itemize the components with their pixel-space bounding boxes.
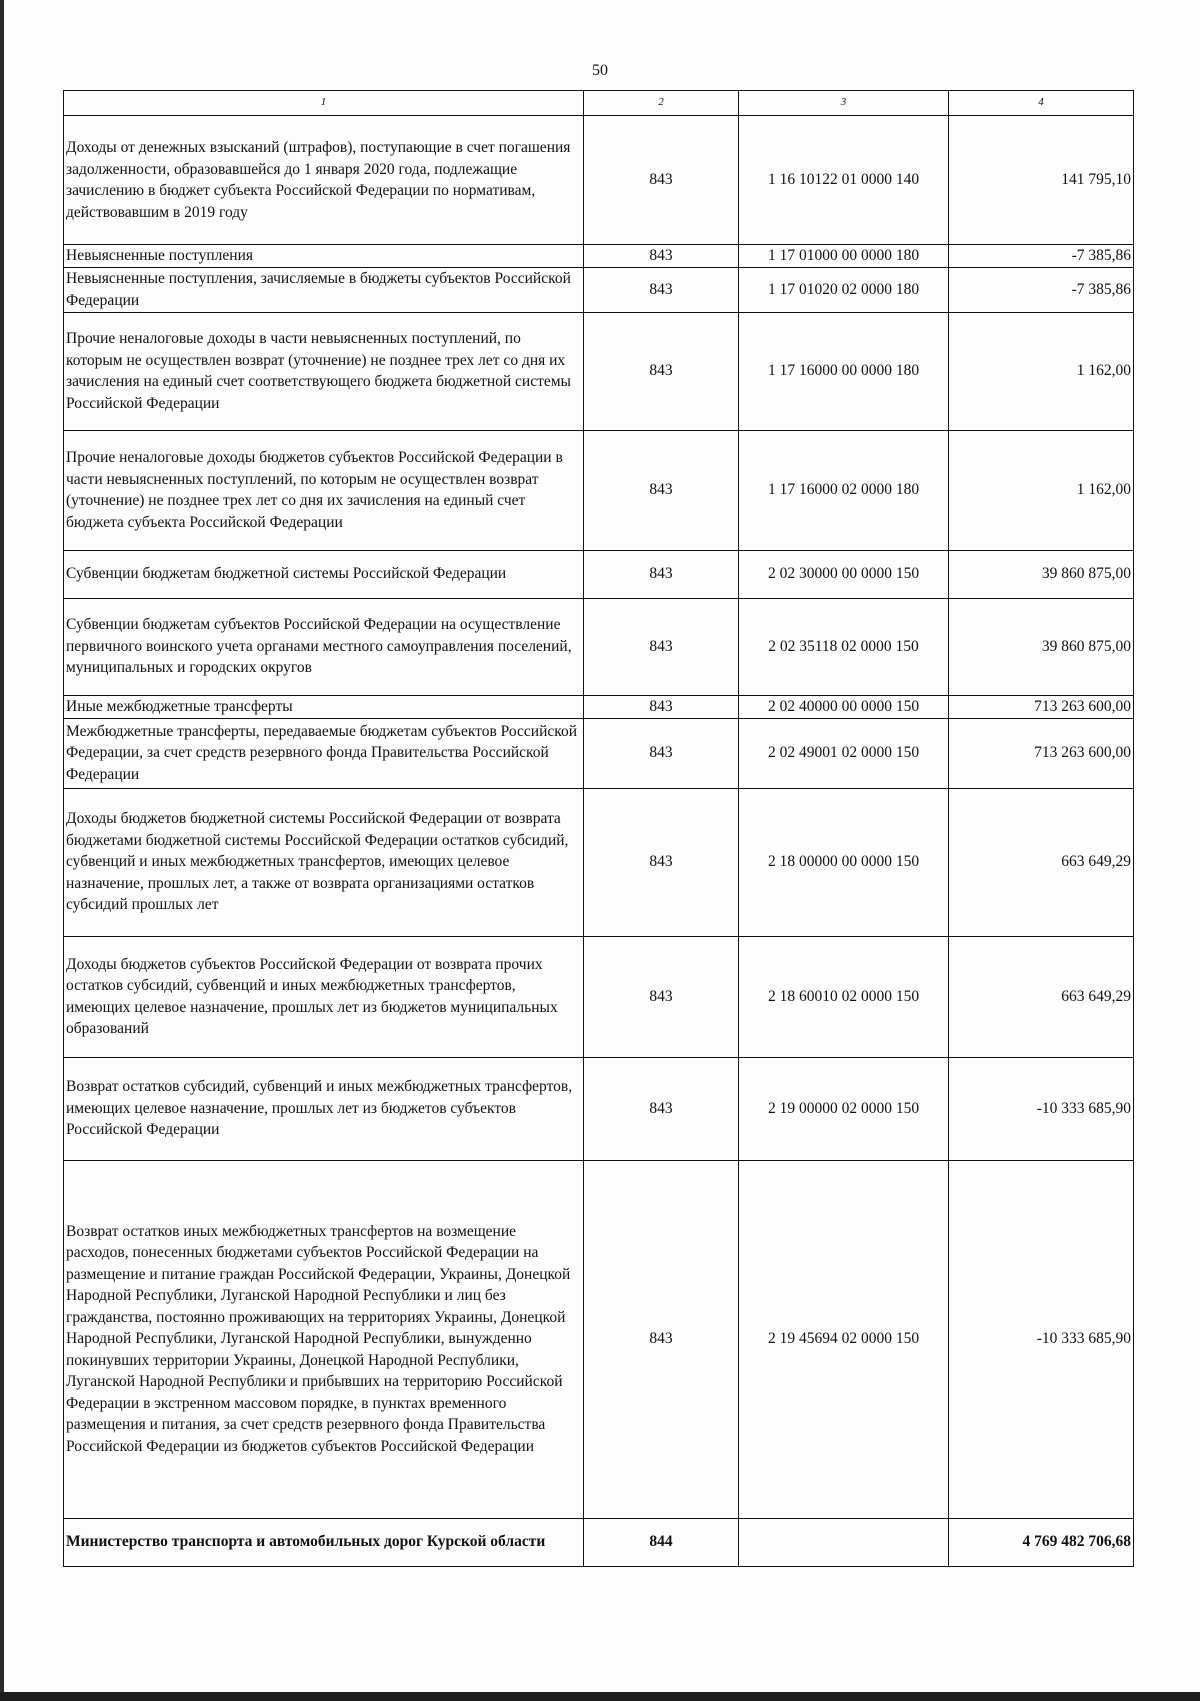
budget-table — [63, 90, 1134, 1567]
row-admin-code: 843 — [584, 936, 739, 1057]
table-row — [64, 245, 1134, 268]
row-budget-code: 2 02 30000 00 0000 150 — [739, 550, 949, 598]
column-number: 1 — [64, 91, 584, 116]
row-amount: -10 333 685,90 — [949, 1057, 1134, 1160]
row-amount: 1 162,00 — [949, 312, 1134, 430]
table-row — [64, 695, 1134, 718]
table-row — [64, 788, 1134, 936]
column-number: 3 — [739, 91, 949, 116]
scan-edge-left — [0, 0, 4, 1701]
scan-edge-bottom — [0, 1692, 1200, 1701]
row-amount: 4 769 482 706,68 — [949, 1518, 1134, 1566]
row-name: Невыясненные поступления, зачисляемые в бюджеты субъектов Российской Федерации — [64, 267, 584, 312]
row-admin-code: 843 — [584, 788, 739, 936]
row-name: Министерство транспорта и автомобильных дорог Курской области — [64, 1518, 584, 1566]
row-amount: -7 385,86 — [949, 245, 1134, 268]
row-amount: 663 649,29 — [949, 936, 1134, 1057]
row-admin-code: 843 — [584, 267, 739, 312]
row-admin-code: 843 — [584, 598, 739, 695]
table-row — [64, 1160, 1134, 1518]
row-admin-code: 843 — [584, 430, 739, 550]
row-name: Субвенции бюджетам субъектов Российской Федерации на осуществление первичного воинского учета органами местного самоуправления поселений, муниципальных и городских округов — [64, 598, 584, 695]
row-admin-code: 844 — [584, 1518, 739, 1566]
row-amount: 39 860 875,00 — [949, 598, 1134, 695]
table-row — [64, 598, 1134, 695]
column-number: 4 — [949, 91, 1134, 116]
row-amount: 663 649,29 — [949, 788, 1134, 936]
row-amount: -10 333 685,90 — [949, 1160, 1134, 1518]
row-budget-code: 2 02 35118 02 0000 150 — [739, 598, 949, 695]
row-name: Возврат остатков субсидий, субвенций и иных межбюджетных трансфертов, имеющих целевое назначение, прошлых лет из бюджетов субъектов Российской Федерации — [64, 1057, 584, 1160]
row-name: Возврат остатков иных межбюджетных трансфертов на возмещение расходов, понесенных бюджетами субъектов Российской Федерации на размещение и питание граждан Российской Федерации, Украины, Донецкой Народной Республики, Луганской Народной Республики и лиц без гражданства, постоянно проживающих на территориях Украины, Донецкой Народной Республики, Луганской Народной Республики, вынужденно покинувших территории Украины, Донецкой Народной Республики, Луганской Народной Республики и прибывших на территорию Российской Федерации в экстренном массовом порядке, в пунктах временного размещения и питания, за счет средств резервного фонда Правительства Российской Федерации из бюджетов субъектов Российской Федерации — [64, 1160, 584, 1518]
row-amount: 713 263 600,00 — [949, 718, 1134, 788]
page-number: 50 — [592, 62, 608, 79]
row-budget-code: 1 17 01000 00 0000 180 — [739, 245, 949, 268]
row-amount: 1 162,00 — [949, 430, 1134, 550]
row-budget-code: 2 02 49001 02 0000 150 — [739, 718, 949, 788]
row-name: Доходы от денежных взысканий (штрафов), поступающие в счет погашения задолженности, образовавшейся до 1 января 2020 года, подлежащие зачислению в бюджет субъекта Российской Федерации по нормативам, действовавшим в 2019 году — [64, 116, 584, 245]
table-row — [64, 936, 1134, 1057]
row-admin-code: 843 — [584, 312, 739, 430]
table-row — [64, 267, 1134, 312]
row-budget-code: 1 16 10122 01 0000 140 — [739, 116, 949, 245]
row-admin-code: 843 — [584, 1057, 739, 1160]
row-budget-code — [739, 1518, 949, 1566]
table-row — [64, 550, 1134, 598]
row-budget-code: 1 17 16000 02 0000 180 — [739, 430, 949, 550]
row-budget-code: 2 18 60010 02 0000 150 — [739, 936, 949, 1057]
row-budget-code: 2 19 45694 02 0000 150 — [739, 1160, 949, 1518]
row-name: Иные межбюджетные трансферты — [64, 695, 584, 718]
column-number: 2 — [584, 91, 739, 116]
row-budget-code: 1 17 16000 00 0000 180 — [739, 312, 949, 430]
row-admin-code: 843 — [584, 1160, 739, 1518]
table-row — [64, 718, 1134, 788]
row-admin-code: 843 — [584, 116, 739, 245]
table-row — [64, 430, 1134, 550]
row-amount: 713 263 600,00 — [949, 695, 1134, 718]
table-row — [64, 1057, 1134, 1160]
row-budget-code: 1 17 01020 02 0000 180 — [739, 267, 949, 312]
table-row — [64, 312, 1134, 430]
column-number-row — [64, 91, 1134, 116]
row-admin-code: 843 — [584, 550, 739, 598]
row-name: Субвенции бюджетам бюджетной системы Российской Федерации — [64, 550, 584, 598]
row-name: Невыясненные поступления — [64, 245, 584, 268]
table-row — [64, 116, 1134, 245]
row-budget-code: 2 18 00000 00 0000 150 — [739, 788, 949, 936]
row-name: Межбюджетные трансферты, передаваемые бюджетам субъектов Российской Федерации, за счет средств резервного фонда Правительства Российской Федерации — [64, 718, 584, 788]
row-admin-code: 843 — [584, 245, 739, 268]
row-admin-code: 843 — [584, 695, 739, 718]
row-name: Доходы бюджетов бюджетной системы Российской Федерации от возврата бюджетами бюджетной системы Российской Федерации остатков субсидий, субвенций и иных межбюджетных трансфертов, имеющих целевое назначение, прошлых лет, а также от возврата организациями остатков субсидий прошлых лет — [64, 788, 584, 936]
row-name: Прочие неналоговые доходы бюджетов субъектов Российской Федерации в части невыясненных поступлений, по которым не осуществлен возврат (уточнение) не позднее трех лет со дня их зачисления на единый счет бюджета субъекта Российской Федерации — [64, 430, 584, 550]
table-row-ministry-total — [64, 1518, 1134, 1566]
row-admin-code: 843 — [584, 718, 739, 788]
row-amount: -7 385,86 — [949, 267, 1134, 312]
row-budget-code: 2 19 00000 02 0000 150 — [739, 1057, 949, 1160]
row-name: Прочие неналоговые доходы в части невыясненных поступлений, по которым не осуществлен возврат (уточнение) не позднее трех лет со дня их зачисления на единый счет соответствующего бюджета бюджетной системы Российской Федерации — [64, 312, 584, 430]
row-amount: 141 795,10 — [949, 116, 1134, 245]
row-name: Доходы бюджетов субъектов Российской Федерации от возврата прочих остатков субсидий, субвенций и иных межбюджетных трансфертов, имеющих целевое назначение, прошлых лет из бюджетов муниципальных образований — [64, 936, 584, 1057]
row-budget-code: 2 02 40000 00 0000 150 — [739, 695, 949, 718]
row-amount: 39 860 875,00 — [949, 550, 1134, 598]
